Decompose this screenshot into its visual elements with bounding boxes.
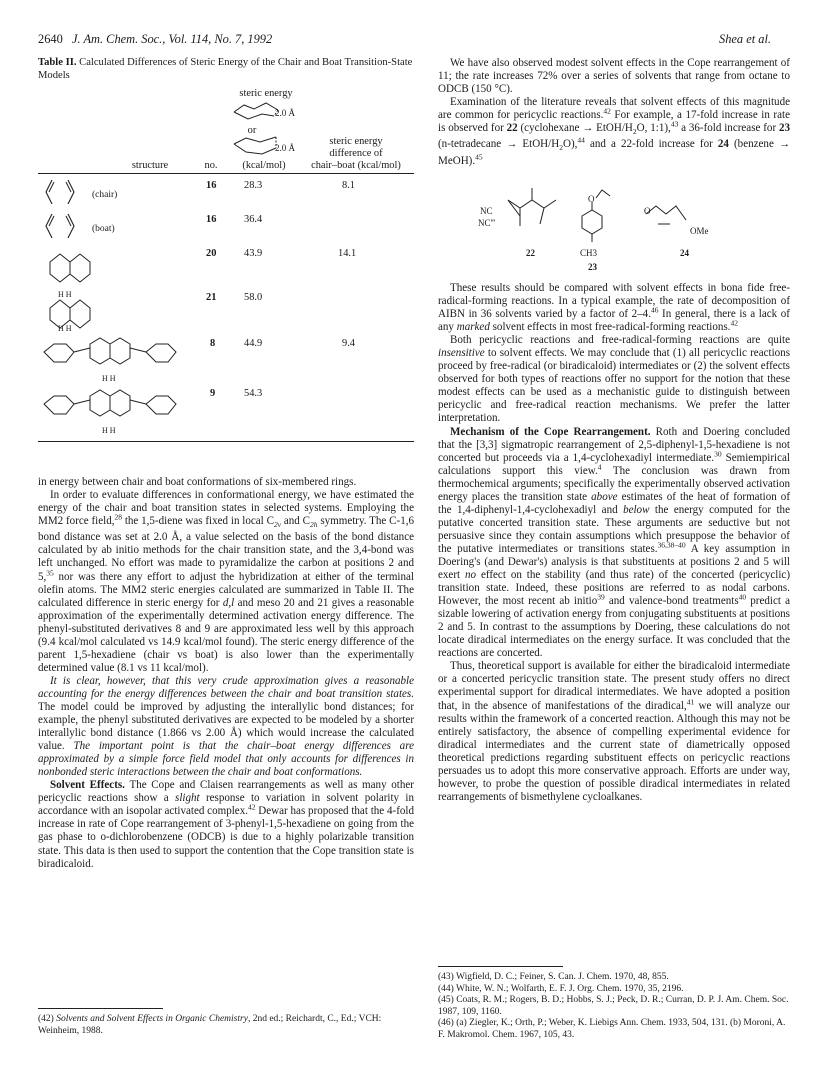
footnote-46: (46) (a) Ziegler, K.; Orth, P.; Weber, K. Liebigs Ann. Chem. 1933, 504, 131. (b) Moroni, A. F. Makromol. Chem. 1967, 105, 43. [438,1018,786,1040]
ome-label: OMe [690,226,709,236]
row-no: 20 [206,248,217,259]
header-structure: structure [131,160,169,171]
row-diff: 8.1 [342,180,355,191]
header-steric-energy: steric energy [239,88,293,99]
paragraph: These results should be compared with solvent effects in bona fide free-radical-forming reactions. In a typical example, the rate of decomposition of AIBN in 36 solvents varied by a factor of 2–4.46 In general, there is a lack of any marked solvent effects in most free-radical-forming reactions.$^{42}$ [438,282,790,334]
table-caption [38,57,414,82]
row-energy: 54.3 [244,388,263,399]
footnote-42: (42) Solvents and Solvent Effects in Organic Chemistry, 2nd ed.; Reichardt, C., Ed.; VCH: Weinheim, 1988. [38,1014,382,1036]
header-unit: (kcal/mol) [242,160,286,171]
footnotes-right [438,972,790,1042]
paragraph: It is clear, however, that this very crude approximation gives a reasonable accounting for the energy differences between the chair and boat transition states. The model could be improved by adjusting the interallylic bond distances; for example, the phenyl substituted derivatives are expected to be modeled by a shorter interallylic bond distance (1.866 vs 2.00 Å) which would increase the calculated value. The important point is that the chair–boat energy differences are approximated by a simple force field model that only accounts for differences in nonbonded steric interactions between the chair and boat conformations. [38,674,414,779]
row-no: 9 [210,388,216,399]
paragraph: Thus, theoretical support is available for either the biradicaloid intermediate or a concerted pericyclic transition state. The present study offers no direct experimental support for diradical intermediates. We have adopted a position that, in the absence of manifestations of the diradical,$^{41}$ we will analyze our results within the framework of a concerted reaction. Although this may not be entirely satisfactory, the absence of compelling experimental evidence for diradical intermediates and the current state of diametrically opposed theoretical predictions regarding substituent effects on pericyclic reactions persuades us to adopt this more conservative approach. Efforts are under way, however, to probe the question of possible diradical intermediates in related rearrangements of bismethylene cycloalkanes. [438,660,790,803]
paragraph: Both pericyclic reactions and free-radical-forming reactions are quite insensitive to solvent effects. We may conclude that (1) all pericyclic reactions proceed by free-radical (or biradicaloid) intermediates or (2) the solvent effects observed for both types of reactions offer no support for the notion that these modest effects can be used as a mechanistic guide to distinguish between pericyclic and free-radical reaction mechanisms. We prefer the latter interpretation. [438,334,790,425]
row-no: 16 [206,180,217,191]
row-diff: 14.1 [338,248,357,259]
footnote-43: (43) Wigfield, D. C.; Feiner, S. Can. J. Chem. 1970, 48, 855. [438,972,669,982]
header-diff-2: difference of [329,148,383,159]
row-no: 21 [206,292,217,303]
running-author: Shea et al. [719,32,771,46]
header-no: no. [204,160,218,171]
compound-23-label: 23 [588,262,597,272]
paragraph: Mechanism of the Cope Rearrangement. Roth and Doering concluded that the [3,3] sigmatropic rearrangement of 2,5-diphenyl-1,5-hexadiene is not concerted but proceeds via a 1,4-cyclohexadiyl intermediate.$^{30}$ Semiempirical calculations support this view.$^4$ The conclusion was drawn from thermochemical arguments; specifically the experimentally observed activation energy places the transition state above estimates of the heat of formation of the 1,4-diphenyl-1,4-cyclohexadiyl and below the energy computed for the putative concerted transition state. These arguments are seductive but not persuasive since they contain assumptions which presuppose the behavior of the putative intermediates or transitions states.$^{36,38-40}$ A key assumption in Doering's (and Dewar's) analysis is that substituents at positions 2 and 5 will exert no effect on the stability (and thus rate) of the concerted (pericyclic) transition state. Indeed, these positions are referred to as nodal carbons. However, the most recent ab initio$^{39}$ and valence-bond treatments$^{40}$ predict a sizable lowering of activation energy from conjugating substituents at positions 2 and 5. In contrast to the assumptions by Doering, these calculations do not locate diradical intermediates on the energy surface. It was concluded that the reactions are concerted. [438,425,790,660]
row-no: 8 [210,338,216,349]
footnote-44: (44) White, W. N.; Wolfarth, E. F. J. Org. Chem. 1970, 35, 2196. [438,983,684,994]
hexadiene-chair-structure [42,176,78,210]
section-heading: Mechanism of the Cope Rearrangement. [450,425,651,438]
right-column-main-text [438,282,790,804]
ch3-label: CH3 [580,248,598,258]
row-energy: 36.4 [244,214,263,225]
header-diff-1: steric energy [329,136,383,147]
row-diff: 9.4 [342,338,355,349]
page-number: 2640 [38,32,63,46]
structure-20 [42,248,102,292]
hexadiene-boat-structure [42,210,78,244]
left-column-text [38,476,414,871]
footnote-rule [38,1008,163,1009]
row-label-boat: (boat) [92,224,115,234]
paragraph: Solvent Effects. The Cope and Claisen rearrangements as well as many other pericyclic reactions show a slight response to variation in solvent polarity in accordance with an isopolar activated complex.$^{42}$ Dewar has proposed that the 4-fold increase in rate of Cope rearrangement of 3-phenyl-1,5-hexadiene on going from the gas phase to o-dichlorobenzene (ODCB) is due to a highly polarizable transition state. This data is then used to support the contention that the Cope transition state is biradicaloid. [38,779,415,870]
compound-22-label: 22 [526,248,535,258]
compound-22-structure [478,186,578,246]
row-energy: 28.3 [244,180,263,191]
paragraph: in energy between chair and boat conformations of six-membered rings. [38,476,357,488]
section-heading: Solvent Effects. [50,779,125,792]
paragraph: We have also observed modest solvent effects in the Cope rearrangement of 11; the rate increases 72% over a series of solvents that range from octane to ODCB (150 °C). [438,57,790,96]
row-no: 16 [206,214,217,225]
row-energy: 44.9 [244,338,263,349]
header-or: or [247,125,257,136]
paragraph: Examination of the literature reveals that solvent effects of this magnitude are common for pericyclic reactions.$^{42}$ For example, a 17-fold increase in rate is observed for 22 (cyclohexane → EtOH/$H_2O$, 1:1),$^{43}$ a 36-fold increase for 23 (n-tetradecane → EtOH/$H_2O),^{44}$ and a 22-fold increase for 24 (benzene → MeOH).$^{45}$ [438,96,791,167]
nc-label-2: NC''' [478,218,496,228]
row-label-chair: (chair) [92,190,118,200]
compound-23-structure [566,186,626,256]
row-energy: 58.0 [244,292,263,303]
o-label: O [644,206,651,216]
row-energy: 43.9 [244,248,263,259]
compound-24-label: 24 [680,248,689,258]
hh-label: H H [102,374,116,383]
distance-label-2: 2.0 Å [275,143,295,153]
o-label: O [588,194,595,204]
table-caption-text: Calculated Differences of Steric Energy of the Chair and Boat Transition-State Models [38,57,413,81]
hh-label: H H [58,324,72,333]
footnote-45: (45) Coats, R. M.; Rogers, B. D.; Hobbs, S. J.; Peck, D. R.; Curran, D. P. J. Am. Chem. Soc. 1987, 109, 1160. [438,995,789,1017]
table-bottom-rule [38,441,414,442]
right-column-top-text [438,57,790,168]
distance-label-1: 2.0 Å [275,108,295,118]
table-header-rule [38,173,414,174]
hh-label: H H [58,290,72,299]
table-label: Table II. [38,57,77,68]
header-diff-3: chair–boat (kcal/mol) [311,160,401,171]
structure-21 [42,294,102,334]
journal-citation: J. Am. Chem. Soc., Vol. 114, No. 7, 1992 [72,32,273,46]
paragraph: In order to evaluate differences in conformational energy, we have estimated the energy of the chair and boat transition states in selected systems. Employing the MM2 force field,$^{28}$ the 1,5-diene was fixed in local $C_{2v}$ and $C_{2h}$ symmetry. The C-1,6 bond distance was set at 2.0 Å, a value selected on the basis of the bond distance calculated by ab initio methods for the chair transition state, and the 3,4-bond was left unchanged. No effort was made to pyramidalize the carbon at positions 2 and 5,35 nor was there any effort to adjust the hybridization at either of the terminal olefin atoms. The MM2 steric energies calculated are summarized in Table II. The calculated difference in steric energy for d,l and meso 20 and 21 gives a reasonable approximation of the experimentally determined activation energy difference. The phenyl-substituted derivatives 8 and 9 are approximated less well by this approach (9.4 kcal/mol calculated vs 14.9 kcal/mol found). The steric energy difference of the parent 1,5-hexadiene (chair vs boat) is also lower than the experimentally determined value (8.1 vs 11 kcal/mol). [38,489,415,674]
hh-label: H H [102,426,116,435]
footnote-rule [438,966,563,967]
nc-label: NC [480,206,493,216]
